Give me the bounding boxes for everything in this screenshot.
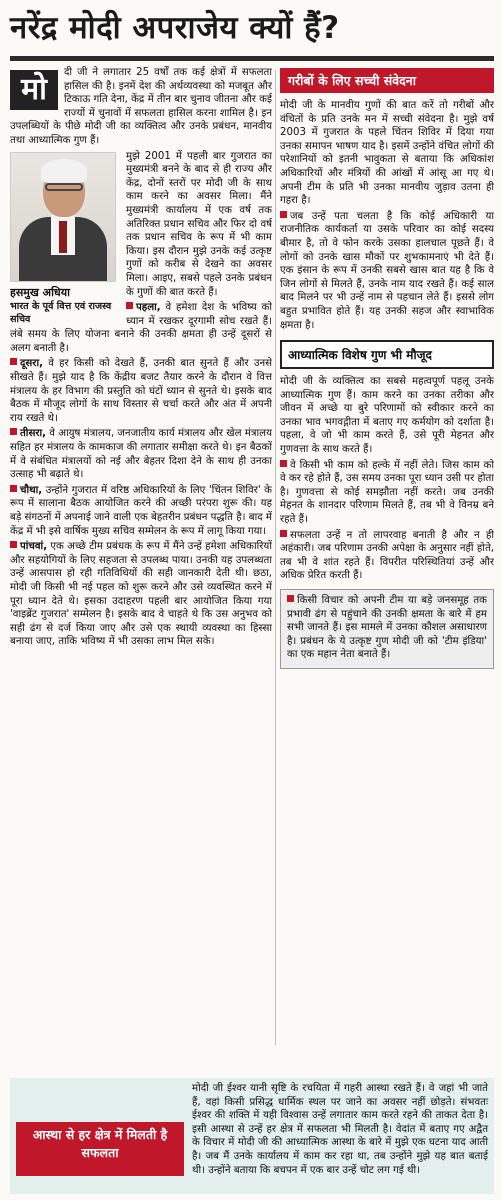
intro-paragraph: दी जी ने लगातार 25 वर्षों तक कई क्षेत्रों में सफलता हासिल की है। इनमें देश की अर्थव्यवस्था को मजबूत और टिकाऊ गति देना, केंद्र में तीन बार चुनाव जीतना और कई राज्यों में चुनावों में सफलता हासिल करना शामिल है। इन उपलब्धियों के पीछे मोदी जी का व्यक्तित्व और उनके प्रबंधन, मानवीय तथा आध्यात्मिक गुण हैं। bbox=[10, 67, 272, 146]
headline-rule bbox=[10, 56, 494, 61]
section-header-spiritual: आध्यात्मिक विशेष गुण भी मौजूद bbox=[280, 340, 494, 369]
right-bullet-1-text: जब उन्हें पता चलता है कि कोई अधिकारी या राजनीतिक कार्यकर्ता या उसके परिवार का कोई सदस्य बीमार है, तो वे फोन करके उसका हालचाल पूछते हैं। वे लोगों को उनके खास मौकों पर शुभकामनाएं भी देते हैं। एक इंसान के रूप में उनकी सबसे खास बात यह है कि वे जिन लोगों से मिलते हैं, उनके नाम याद रखते हैं। कई साल बाद मिलने पर भी उन्हें नाम से पहचान लेते हैं। इससे लोग बहुत प्रभावित होते हैं। यह उनकी सहज और स्वाभाविक क्षमता है। bbox=[280, 210, 494, 331]
byline-name: हसमुख अधिया bbox=[10, 285, 70, 299]
section-header-compassion: गरीबों के लिए सच्ची संवेदना bbox=[280, 68, 494, 93]
bullet-2-text: वे हर किसी को देखते हैं, उनकी बात सुनते हैं और उनसे सीखते हैं। मुझे याद है कि केंद्रीय बजट तैयार करने के दौरान वे वित्त मंत्रालय के हर विभाग की प्रस्तुति को घंटों ध्यान से सुनते थे। इसके बाद बैठक में मौजूद लोगों के साथ विस्तार से चर्चा करते और अंत में अपनी राय रखते थे। bbox=[10, 358, 272, 424]
paragraph-2: मुझे 2001 में पहली बार गुजरात का मुख्यमंत्री बनने के बाद से ही राज्य और केंद्र, दोनों स्तरों पर मोदी जी के साथ काम करने का अवसर मिला। मैंने मुख्यमंत्री कार्यालय में एक वर्ष तक अतिरिक्त प्रधान सचिव और फिर दो वर्ष तक प्रधान सचिव के रूप में भी काम किया। इस दौरान मुझे उनके कई उत्कृष्ट गुणों को करीब से देखने का अवसर मिला। आइए, सबसे पहले उनके प्रबंधन के गुणों की बात करते हैं। bbox=[126, 150, 272, 298]
right-paragraph-2: मोदी जी के व्यक्तित्व का सबसे महत्वपूर्ण पहलू उनके आध्यात्मिक गुण हैं। काम करने का उनका तरीका और जीवन में अच्छे या बुरे परिणामों को स्वीकार करने का उनका भाव भगवद्गीता में बताए गए कर्मयोग को दर्शाता है। पहला, वे जो भी काम करते हैं, उसे पूरी मेहनत और गुणवत्ता के साथ करते हैं। bbox=[280, 376, 494, 456]
bullet-3-lead: तीसरा, bbox=[20, 428, 47, 440]
bullet-square-icon bbox=[280, 530, 287, 537]
bullet-square-icon bbox=[126, 302, 133, 309]
right-bullet-2-text: वे किसी भी काम को हल्के में नहीं लेते। जिस काम को वे कर रहे होते हैं, उस समय उनका पूरा ध्यान उसी पर होता है। गुणवत्ता से कोई समझौता नहीं करते। जब उनकी मेहनत के शानदार परिणाम मिलते हैं, तब भी वे विनम्र बने रहते हैं। bbox=[280, 459, 494, 526]
byline-role: भारत के पूर्व वित्त एवं राजस्व सचिव bbox=[10, 300, 112, 325]
bullet-1-text: वे हमेशा देश के भविष्य को ध्यान में रखकर दूरगामी सोच रखते हैं। लंबे समय के लिए योजना बनाने की उनकी क्षमता ही उन्हें दूसरों से अलग बनाती है। bbox=[10, 302, 272, 354]
pull-quote-body: किसी विचार को अपनी टीम या बड़े जनसमूह तक प्रभावी ढंग से पहुंचाने की उनकी क्षमता के बारे में हम सभी जानते हैं। इस मामले में उनका कौशल असाधारण है। प्रबंधन के ये उत्कृष्ट गुण मोदी जी को 'टीम इंडिया' का एक महान नेता बनाते हैं। bbox=[287, 595, 487, 661]
bottom-section bbox=[10, 1078, 494, 1194]
bullet-square-icon bbox=[287, 595, 294, 602]
author-photo bbox=[10, 152, 116, 282]
bottom-paragraph: मोदी जी ईश्वर यानी सृष्टि के रचयिता में गहरी आस्था रखते हैं। वे जहां भी जाते हैं, वहां किसी प्रसिद्ध धार्मिक स्थल पर जाने का अवसर नहीं छोड़ते। संभवतः ईश्वर की शक्ति में यही विश्वास उन्हें लगातार काम करते रहने की ताकत देता है। इसी आस्था से उन्हें हर क्षेत्र में सफलता भी मिलती है। वेदांत में बताए गए अद्वैत के विचार में मोदी जी की आध्यात्मिक आस्था के बारे में मुझे एक घटना याद आती है। जब मैं उनके कार्यालय में काम कर रहा था, तब उन्होंने मुझे यह बात बताई थी। उन्होंने बताया कि बचपन में एक बार उन्हें चोट लग गई थी। bbox=[192, 1083, 488, 1176]
bullet-3-text: वे आयुष मंत्रालय, जनजातीय कार्य मंत्रालय और खेल मंत्रालय सहित हर मंत्रालय के कामकाज की लगातार समीक्षा करते थे। इन बैठकों में वे संबंधित मंत्रालयों को नई और बेहतर दिशा देने के साथ ही उनका उत्साह भी बढ़ाते थे। bbox=[10, 428, 272, 481]
bullet-4-lead: चौथा, bbox=[20, 484, 43, 496]
bullet-4 bbox=[10, 484, 272, 538]
bullet-square-icon bbox=[10, 428, 17, 435]
bullet-square-icon bbox=[280, 460, 287, 467]
bullet-1-lead: पहला, bbox=[136, 302, 161, 314]
right-column bbox=[280, 66, 494, 1076]
bullet-square-icon bbox=[280, 211, 287, 218]
bullet-2-lead: दूसरा, bbox=[20, 358, 43, 370]
intro-block bbox=[10, 66, 272, 150]
bullet-square-icon bbox=[10, 541, 17, 548]
bullet-2 bbox=[10, 357, 272, 425]
pull-quote-text bbox=[287, 594, 487, 662]
bullet-3 bbox=[10, 427, 272, 481]
right-bullet-1 bbox=[280, 210, 494, 332]
pull-quote bbox=[280, 589, 494, 669]
bullet-5 bbox=[10, 540, 272, 649]
bullet-5-text: एक अच्छे टीम प्रबंधक के रूप में मैंने उन्हें हमेशा अधिकारियों और सहयोगियों के लिए सहजता से उपलब्ध पाया। उनकी यह उपलब्धता उन्हें आसपास हो रही गतिविधियों की सही जानकारी देती थी। छठा, मोदी जी किसी भी नई पहल को शुरू करने और उसे व्यवस्थित करने में पूरा ध्यान देते थे। इसका उदाहरण पहली बार आयोजित किया गया 'वाइब्रेंट गुजरात' सम्मेलन है। इसके बाद वे चाहते थे कि उस अनुभव को सही ढंग से दर्ज किया जाए और उसे एक स्थायी व्यवस्था का हिस्सा बनाया जाए, ताकि भविष्य में भी उसका लाभ मिल सके। bbox=[10, 541, 272, 648]
bullet-4-text: उन्होंने गुजरात में वरिष्ठ अधिकारियों के लिए 'चिंतन शिविर' के रूप में सालाना बैठक आयोजित करने की अच्छी परंपरा शुरू की। यह बड़े संगठनों में अपनाई जाने वाली एक बेहतरीन प्रबंधन पद्धति है। बाद में केंद्र में भी इसे वार्षिक मुख्य सचिव सम्मेलन के रूप में लागू किया गया। bbox=[10, 484, 272, 537]
drop-cap: मो bbox=[10, 70, 58, 110]
right-bullet-3-text: सफलता उन्हें न तो लापरवाह बनाती है और न ही अहंकारी। जब परिणाम उनकी अपेक्षा के अनुसार नहीं होते, तब भी वे शांत रहते हैं। विपरीत परिस्थितियां उन्हें और अधिक प्रेरित करती हैं। bbox=[280, 529, 494, 582]
right-paragraph-1: मोदी जी के मानवीय गुणों की बात करें तो गरीबों और वंचितों के प्रति उनके मन में सच्ची संवेदना है। मुझे वर्ष 2003 में गुजरात के पहले चिंतन शिविर में दिया गया उनका समापन भाषण याद है। इसमें उन्होंने वंचित लोगों की परेशानियों को इतनी भावुकता से बताया कि अधिकांश अधिकारियों और मंत्रियों की आंखों में आंसू आ गए थे। अपनी टीम के प्रति भी उनका मानवीय जुड़ाव उतना ही गहरा है। bbox=[280, 100, 494, 207]
left-column bbox=[10, 66, 272, 1076]
right-bullet-2 bbox=[280, 459, 494, 527]
section-header-faith: आस्था से हर क्षेत्र में मिलती है सफलता bbox=[16, 1122, 184, 1176]
bullet-square-icon bbox=[10, 358, 17, 365]
bullet-5-lead: पांचवां, bbox=[20, 541, 48, 553]
bullet-square-icon bbox=[10, 485, 17, 492]
headline: नरेंद्र मोदी अपराजेय क्यों हैं? bbox=[10, 10, 340, 46]
right-bullet-3 bbox=[280, 529, 494, 583]
column-separator bbox=[275, 70, 276, 1045]
author-block bbox=[10, 152, 118, 326]
